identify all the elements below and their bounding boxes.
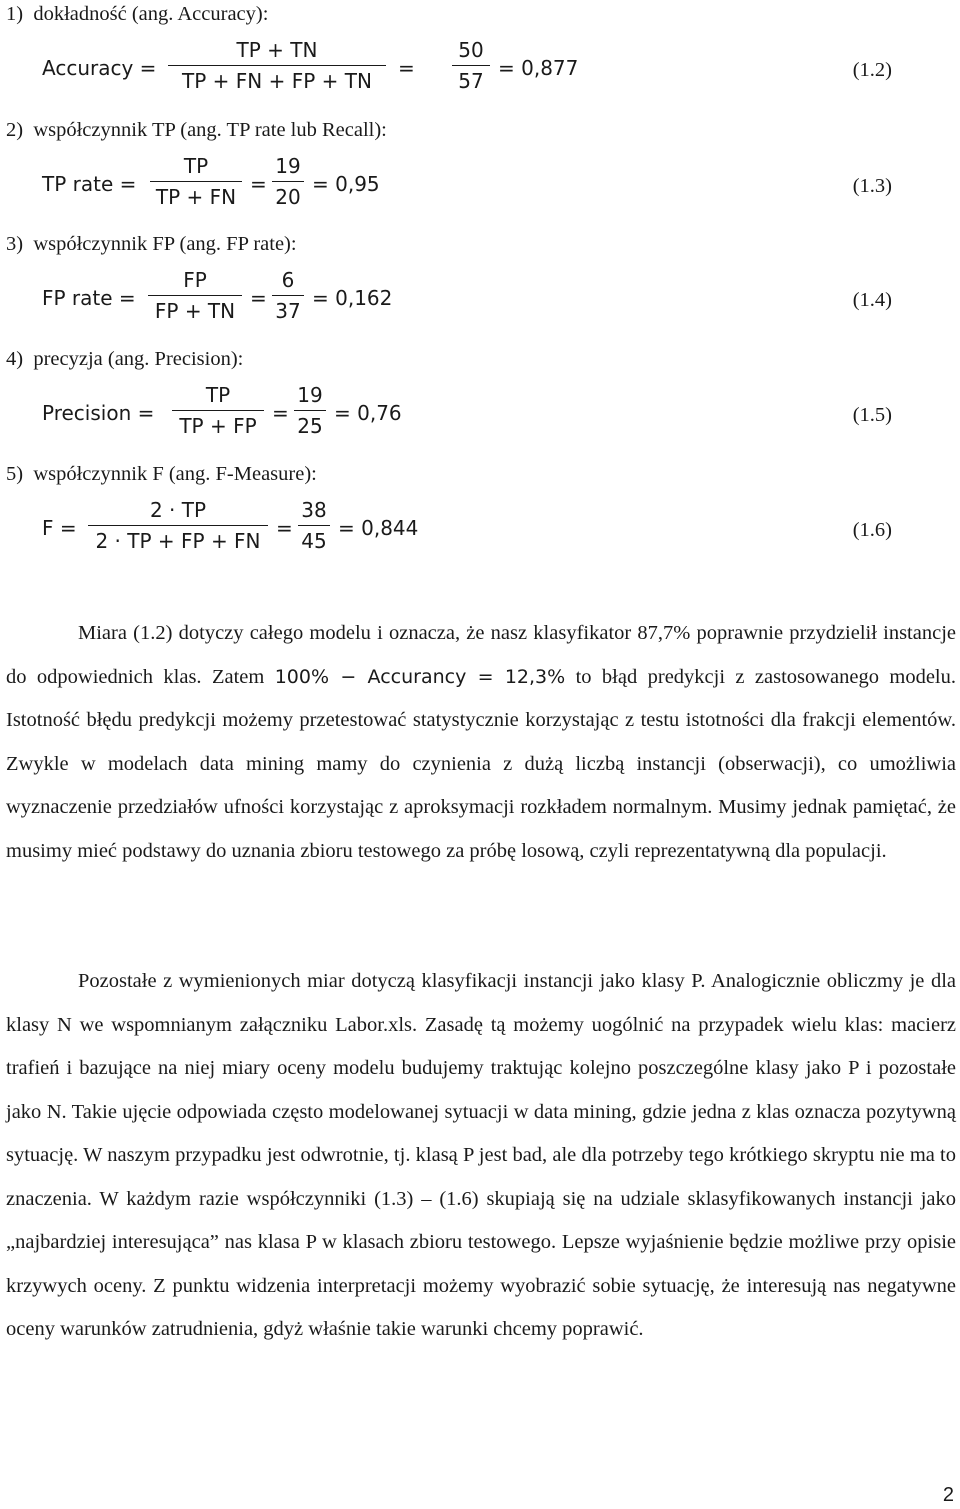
equation-lhs: Accuracy = xyxy=(42,56,157,80)
fraction-bar xyxy=(172,410,264,411)
fraction-denominator: TP + FN + FP + TN xyxy=(182,69,372,93)
equation-accuracy xyxy=(42,38,579,98)
fraction-bar xyxy=(168,65,386,66)
fraction xyxy=(272,154,304,209)
equation-lhs: FP rate = xyxy=(42,286,136,310)
fraction-numerator: TP xyxy=(183,154,209,178)
equation-number: (1.4) xyxy=(852,289,892,311)
fraction-numerator: 38 xyxy=(301,498,327,522)
fraction xyxy=(150,154,242,209)
fraction xyxy=(272,268,304,323)
fraction xyxy=(88,498,268,553)
equation-lhs: F = xyxy=(42,516,77,540)
equation-f-measure xyxy=(42,498,462,558)
equation-result: = 0,76 xyxy=(334,401,402,425)
page-number: 2 xyxy=(942,1484,954,1506)
equation-number: (1.3) xyxy=(852,175,892,197)
fraction-bar xyxy=(298,525,330,526)
fraction-bar xyxy=(150,181,242,182)
fraction-numerator: 6 xyxy=(281,268,295,292)
fraction-denominator: TP + FN xyxy=(155,185,237,209)
fraction xyxy=(148,268,242,323)
equation-number: (1.6) xyxy=(852,519,892,541)
fraction-denominator: 25 xyxy=(297,414,323,438)
equals-sign: = xyxy=(272,401,289,425)
equals-sign: = xyxy=(398,56,415,80)
paragraph-text: Miara (1.2) dotyczy całego modelu i oznacza, że nasz klasyfikator 87,7% poprawnie przydzielił instancje do odpowiednich klas. Zatem xyxy=(6,622,956,688)
fraction-denominator: 2 · TP + FP + FN xyxy=(95,529,261,553)
equation-number: (1.2) xyxy=(852,59,892,81)
list-item-label-precision: 4) precyzja (ang. Precision): xyxy=(6,348,244,370)
fraction-numerator: TP + TN xyxy=(236,38,318,62)
list-item-label-tp-rate: 2) współczynnik TP (ang. TP rate lub Recall): xyxy=(6,119,387,141)
fraction-bar xyxy=(88,525,268,526)
equation-result: = 0,95 xyxy=(312,172,380,196)
equation-result: = 0,877 xyxy=(498,56,579,80)
list-item-label-accuracy: 1) dokładność (ang. Accuracy): xyxy=(6,3,269,25)
fraction-denominator: 57 xyxy=(458,69,484,93)
inline-math-error-rate: 100% − Accurancy = 12,3% xyxy=(274,665,566,688)
fraction-numerator: 50 xyxy=(458,38,484,62)
equation-result: = 0,162 xyxy=(312,286,393,310)
fraction xyxy=(168,38,386,93)
fraction-numerator: FP xyxy=(183,268,207,292)
equation-lhs: TP rate = xyxy=(42,172,137,196)
fraction-bar xyxy=(272,295,304,296)
equals-sign: = xyxy=(250,172,267,196)
equals-sign: = xyxy=(276,516,293,540)
equation-result: = 0,844 xyxy=(338,516,419,540)
fraction xyxy=(294,383,326,438)
equation-precision xyxy=(42,383,462,443)
fraction xyxy=(298,498,330,553)
fraction-denominator: 20 xyxy=(275,185,301,209)
fraction-denominator: 45 xyxy=(301,529,327,553)
fraction-numerator: 19 xyxy=(275,154,301,178)
fraction xyxy=(452,38,490,93)
equation-tp-rate xyxy=(42,154,442,214)
fraction-bar xyxy=(148,295,242,296)
fraction-bar xyxy=(272,181,304,182)
equation-fp-rate xyxy=(42,268,442,328)
fraction-numerator: 2 · TP xyxy=(149,498,207,522)
equation-lhs: Precision = xyxy=(42,401,155,425)
fraction-denominator: TP + FP xyxy=(179,414,257,438)
fraction-bar xyxy=(294,410,326,411)
body-paragraph-other-measures: Pozostałe z wymienionych miar dotyczą klasyfikacji instancji jako klasy P. Analogicznie obliczmy je dla klasy N we wspomnianym załączniku Labor.xls. Zasadę tą możemy uogólnić na przypadek wielu klas: macierz trafień i bazujące na niej miary oceny modelu budujemy traktując kolejno poszczególne klasy jako P i pozostałe jako N. Takie ujęcie odpowiada często modelowanej sytuacji w data mining, gdzie jedna z klas oznacza pozytywną sytuację. W naszym przypadku jest odwrotnie, tj. klasą P jest bad, ale dla potrzeby tego krótkiego skryptu nie ma to znaczenia. W każdym razie współczynniki (1.3) – (1.6) skupiają się na udziale sklasyfikowanych instancji jako „najbardziej interesująca” nas klasa P w klasach zbioru testowego. Lepsze wyjaśnienie będzie możliwe przy opisie krzywych oceny. Z punktu widzenia interpretacji możemy wyobrazić sobie sytuację, że interesują nas negatywne oceny warunków zatrudnienia, gdyż właśnie takie warunki chcemy poprawić. xyxy=(6,970,956,1340)
list-item-label-f-measure: 5) współczynnik F (ang. F-Measure): xyxy=(6,463,317,485)
equation-number: (1.5) xyxy=(852,404,892,426)
fraction-numerator: 19 xyxy=(297,383,323,407)
fraction-denominator: FP + TN xyxy=(154,299,236,323)
fraction-numerator: TP xyxy=(205,383,231,407)
body-paragraph-accuracy-interpretation xyxy=(6,612,956,873)
fraction-denominator: 37 xyxy=(275,299,301,323)
fraction-bar xyxy=(452,65,490,66)
list-item-label-fp-rate: 3) współczynnik FP (ang. FP rate): xyxy=(6,233,297,255)
paragraph-text: to błąd predykcji z zastosowanego modelu. Istotność błędu predykcji możemy przetestować statystycznie korzystając z testu istotności dla frakcji elementów. Zwykle w modelach data mining mamy do czynienia z dużą liczbą instancji (obserwacji), co umożliwia wyznaczenie przedziałów ufności korzystając z aproksymacji rozkładem normalnym. Musimy jednak pamiętać, że musimy mieć podstawy do uznania zbioru testowego za próbę losową, czyli reprezentatywną dla populacji. xyxy=(6,665,956,862)
equals-sign: = xyxy=(250,286,267,310)
fraction xyxy=(172,383,264,438)
